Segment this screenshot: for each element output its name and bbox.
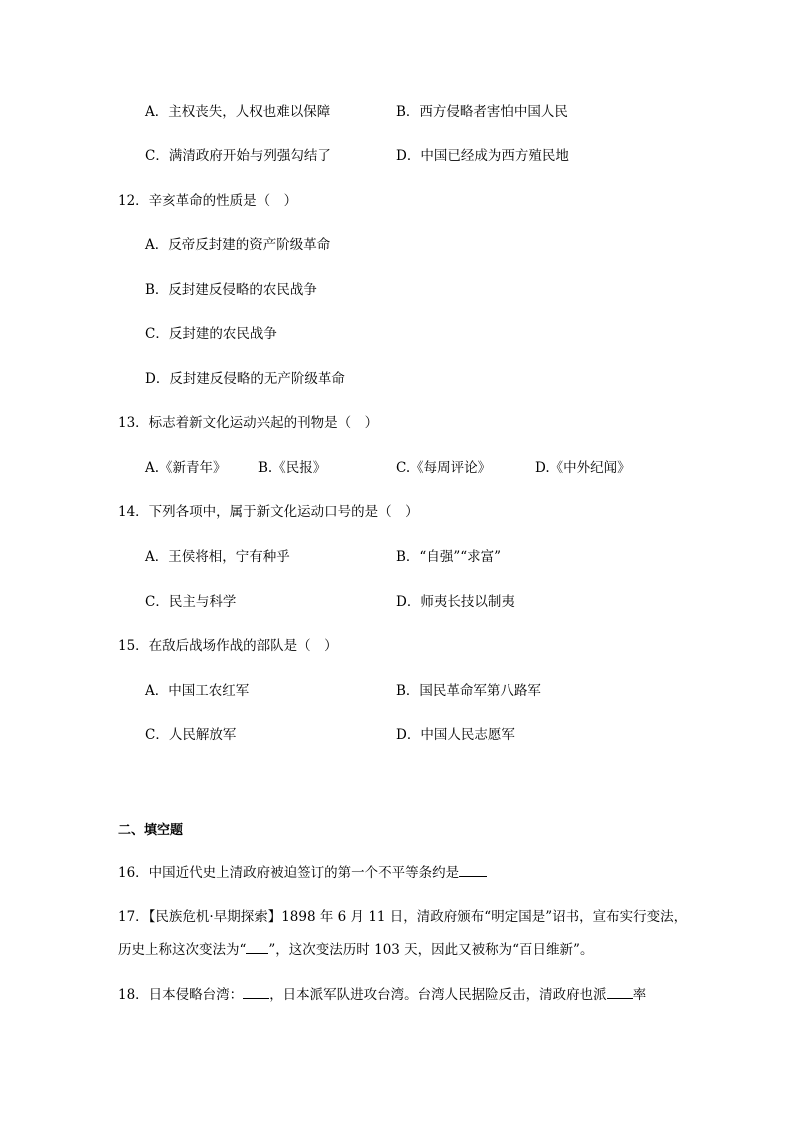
q17-line1: 17．【民族危机·早期探索】1898 年 6 月 11 日，清政府颁布“明定国是”诏书，宣布实行变法，	[118, 909, 688, 925]
q17-blank[interactable]	[246, 939, 268, 954]
q12-option-b: B．反封建反侵略的农民战争	[145, 282, 317, 298]
q13-stem: 13．标志着新文化运动兴起的刊物是（ ）	[118, 415, 379, 431]
q14-stem: 14．下列各项中，属于新文化运动口号的是（ ）	[118, 504, 419, 520]
q15-stem: 15．在敌后战场作战的部队是（ ）	[118, 638, 338, 654]
q13-option-d: D.《中外纪闻》	[535, 460, 631, 476]
q16-stem: 16．中国近代史上清政府被迫签订的第一个不平等条约是	[118, 865, 460, 881]
q16-blank[interactable]	[459, 862, 487, 877]
q18-text-mid: ，日本派军队进攻台湾。台湾人民据险反击，清政府也派	[269, 987, 607, 1003]
q18-blank-1[interactable]	[243, 984, 269, 999]
q14-option-b: B．“自强”“求富”	[396, 549, 502, 565]
q16-line	[118, 862, 487, 883]
q17-text-pre: 历史上称这次变法为“	[118, 942, 247, 958]
q17-text-post: ”，这次变法历时 103 天，因此又被称为“百日维新”。	[268, 942, 594, 958]
q11-option-a: A．主权丧失，人权也难以保障	[145, 104, 331, 120]
q15-option-d: D．中国人民志愿军	[396, 727, 515, 743]
q12-option-c: C．反封建的农民战争	[145, 326, 277, 342]
q18-text-pre: 18．日本侵略台湾：	[118, 987, 244, 1003]
q18-line	[118, 984, 646, 1005]
q17-line2	[118, 939, 593, 960]
q18-blank-2[interactable]	[607, 984, 633, 999]
section-title: 二、填空题	[118, 823, 184, 838]
q18-text-post: 率	[632, 987, 647, 1003]
q12-option-d: D．反封建反侵略的无产阶级革命	[145, 371, 345, 387]
q12-option-a: A．反帝反封建的资产阶级革命	[145, 237, 331, 253]
q11-option-c: C．满清政府开始与列强勾结了	[145, 148, 331, 164]
q13-option-b: B.《民报》	[258, 460, 327, 476]
q12-stem: 12．辛亥革命的性质是（ ）	[118, 193, 298, 209]
q15-option-b: B．国民革命军第八路军	[396, 683, 541, 699]
q14-option-c: C．民主与科学	[145, 594, 237, 610]
q11-option-d: D．中国已经成为西方殖民地	[396, 148, 569, 164]
q15-option-c: C．人民解放军	[145, 727, 237, 743]
q15-option-a: A．中国工农红军	[145, 683, 250, 699]
q14-option-a: A．王侯将相，宁有种乎	[145, 549, 290, 565]
q13-option-c: C.《每周评论》	[396, 460, 492, 476]
q11-option-b: B．西方侵略者害怕中国人民	[396, 104, 568, 120]
q13-option-a: A.《新青年》	[145, 460, 227, 476]
q14-option-d: D．师夷长技以制夷	[396, 594, 515, 610]
